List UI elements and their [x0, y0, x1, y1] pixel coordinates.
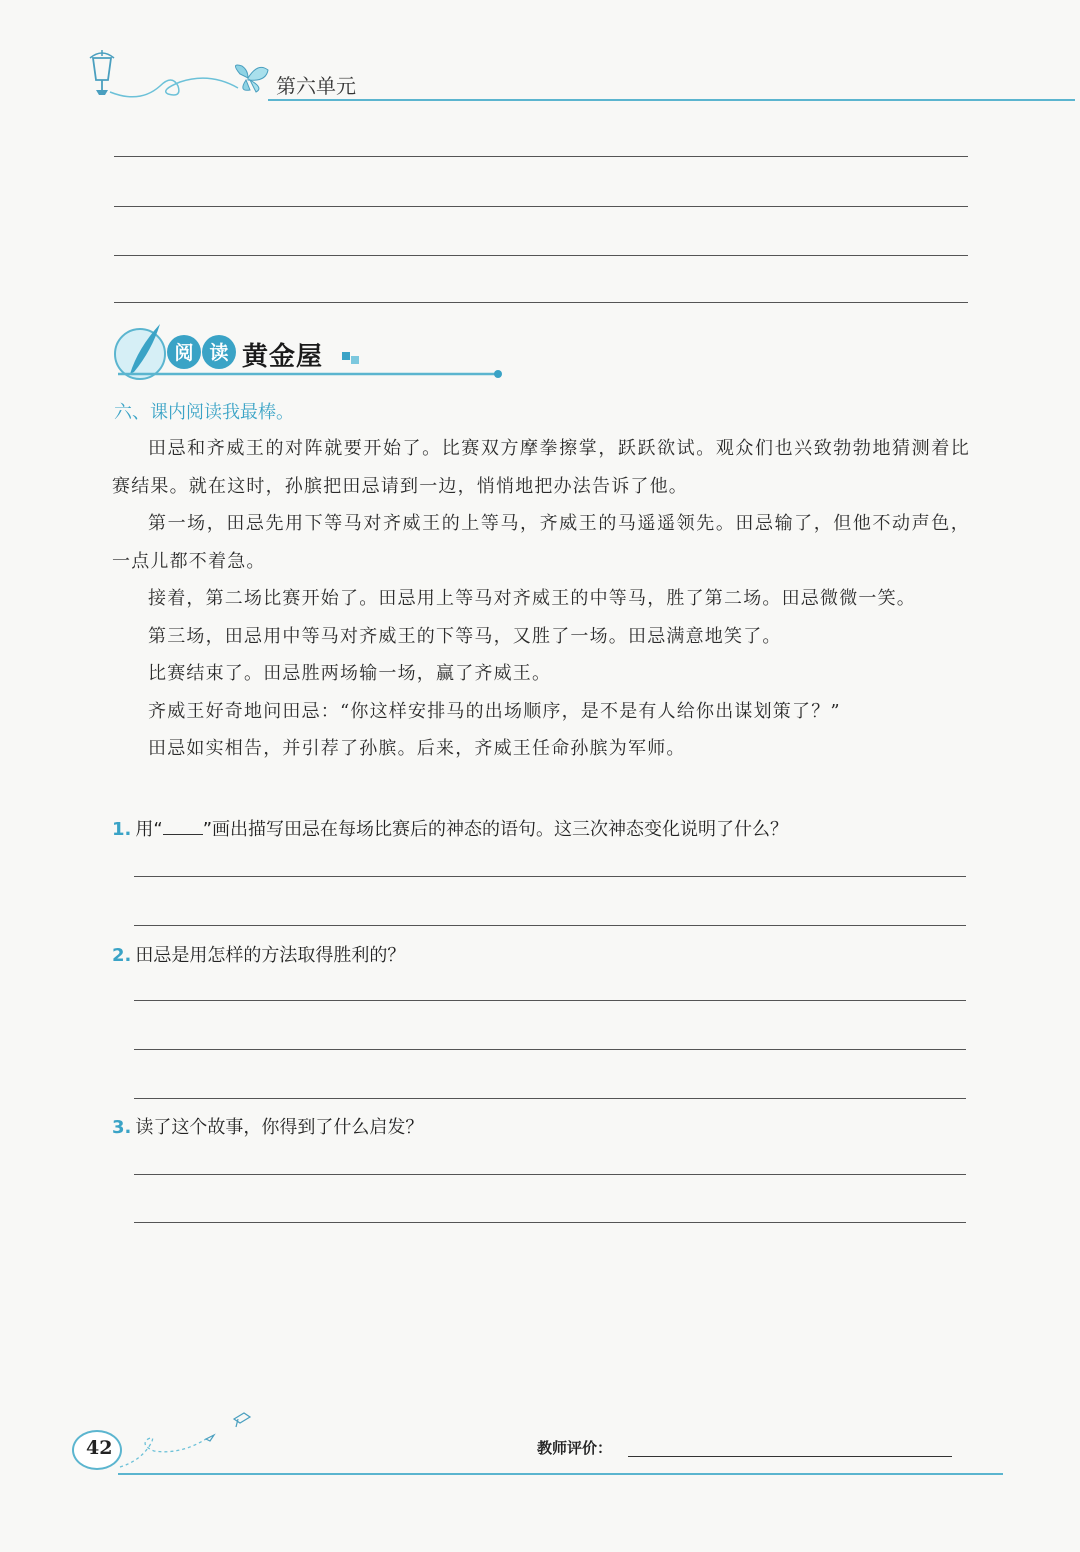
footer-decoration	[110, 1405, 270, 1475]
teacher-eval-field[interactable]	[628, 1456, 952, 1457]
passage-paragraph: 田忌如实相告，并引荐了孙膑。后来，齐威王任命孙膑为军师。	[148, 738, 686, 759]
page-number: 42	[86, 1437, 113, 1459]
answer-line[interactable]	[114, 206, 968, 207]
question-1: 1. 用“ ”画出描写田忌在每场比赛后的神态的语句。这三次神态变化说明了什么？	[112, 819, 789, 840]
passage-paragraph: 田忌和齐威王的对阵就要开始了。比赛双方摩拳擦掌，跃跃欲试。观众们也兴致勃勃地猜测着比赛结果。就在这时，孙膑把田忌请到一边，悄悄地把办法告诉了他。	[112, 438, 970, 497]
question-number: 3.	[112, 1117, 132, 1138]
passage-paragraph: 齐威王好奇地问田忌：“你这样安排马的出场顺序，是不是有人给你出谋划策了？”	[148, 700, 841, 722]
answer-line[interactable]	[134, 1098, 966, 1099]
reading-passage	[112, 430, 970, 768]
teacher-eval-label: 教师评价：	[537, 1439, 613, 1457]
header-decoration	[80, 42, 280, 112]
answer-line[interactable]	[134, 1174, 966, 1175]
question-number: 1.	[112, 819, 132, 840]
header-rule	[268, 99, 1075, 101]
answer-line[interactable]	[134, 1222, 966, 1223]
answer-line[interactable]	[134, 925, 966, 926]
answer-line[interactable]	[134, 876, 966, 877]
section-title: 六、课内阅读我最棒。	[114, 402, 294, 423]
question-number: 2.	[112, 945, 132, 966]
footer-rule	[118, 1473, 1003, 1475]
answer-line[interactable]	[114, 302, 968, 303]
answer-line[interactable]	[134, 1049, 966, 1050]
answer-line[interactable]	[114, 156, 968, 157]
bird-icon	[206, 1413, 250, 1441]
underline-mark	[163, 819, 203, 835]
banner-badge-1: 阅	[174, 342, 194, 364]
banner-badge-2: 读	[209, 342, 229, 364]
passage-paragraph: 比赛结束了。田忌胜两场输一场，赢了齐威王。	[148, 663, 552, 684]
passage-paragraph: 第一场，田忌先用下等马对齐威王的上等马，齐威王的马遥遥领先。田忌输了，但他不动声色，一点儿都不着急。	[112, 513, 970, 572]
quill-icon	[115, 324, 165, 379]
answer-line[interactable]	[134, 1000, 966, 1001]
question-2: 2. 田忌是用怎样的方法取得胜利的？	[112, 945, 406, 966]
unit-title: 第六单元	[276, 74, 356, 98]
question-3: 3. 读了这个故事，你得到了什么启发？	[112, 1117, 424, 1138]
passage-paragraph: 第三场，田忌用中等马对齐威王的下等马，又胜了一场。田忌满意地笑了。	[148, 625, 782, 647]
banner-title: 黄金屋	[242, 342, 324, 372]
butterfly-icon	[235, 65, 268, 92]
lamp-icon	[90, 50, 114, 95]
answer-line[interactable]	[114, 255, 968, 256]
passage-paragraph: 接着，第二场比赛开始了。田忌用上等马对齐威王的中等马，胜了第二场。田忌微微一笑。	[148, 588, 916, 609]
